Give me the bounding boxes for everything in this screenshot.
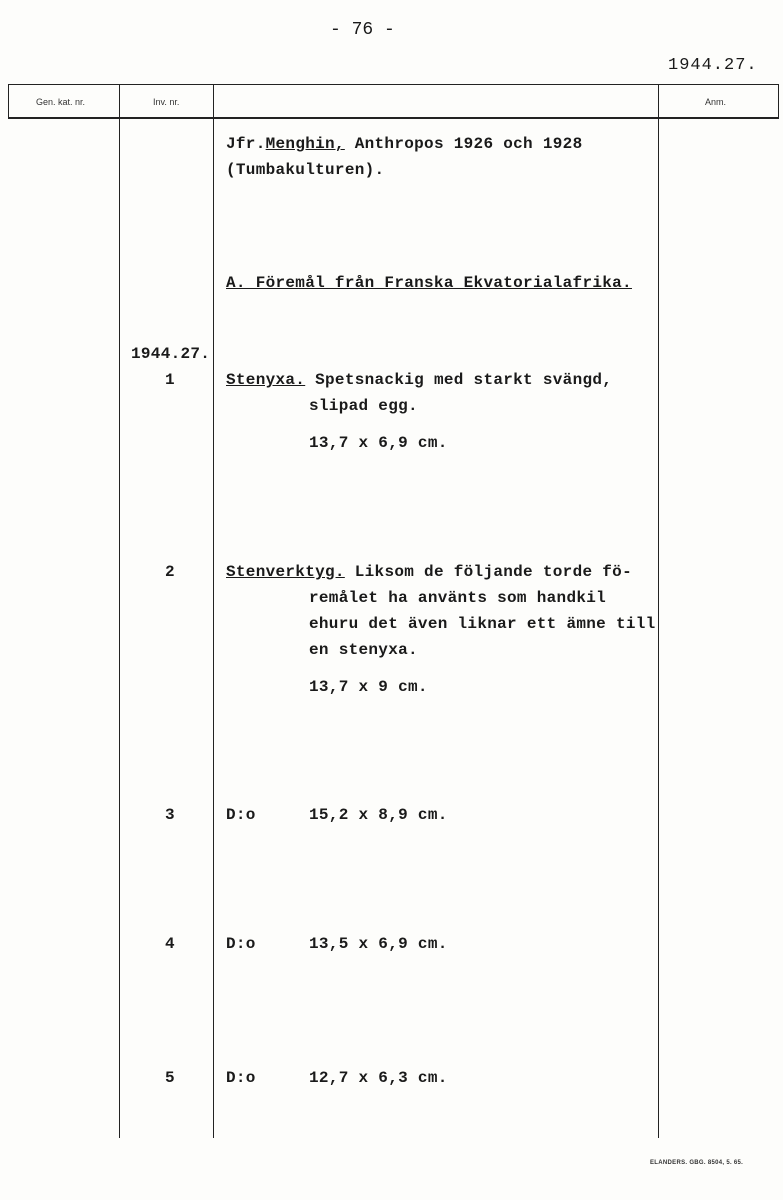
reference-line-2: (Tumbakulturen). — [226, 161, 385, 179]
column-divider-text-anm — [658, 84, 659, 1138]
item-1-desc-2: slipad egg. — [309, 397, 418, 415]
item-2-desc-4: en stenyxa. — [309, 641, 418, 659]
item-5-size: 12,7 x 6,3 cm. — [309, 1069, 448, 1087]
item-1-inv: 1 — [165, 371, 175, 389]
reference-prefix: Jfr. — [226, 135, 266, 153]
item-1-desc-1: Spetsnackig med starkt svängd, — [315, 371, 613, 389]
item-3-size: 15,2 x 8,9 cm. — [309, 806, 448, 824]
header-top-rule — [8, 84, 779, 85]
section-heading: A. Föremål från Franska Ekvatorialafrika. — [226, 274, 632, 292]
item-2-inv: 2 — [165, 563, 175, 581]
item-2-desc-3: ehuru det även liknar ett ämne till — [309, 615, 656, 633]
column-divider-gen-inv — [119, 84, 120, 1138]
item-1-line-1 — [226, 371, 612, 389]
left-border — [8, 84, 9, 118]
item-2-line-1 — [226, 563, 632, 581]
item-2-size: 13,7 x 9 cm. — [309, 678, 428, 696]
printer-imprint: ELANDERS. GBG. 8504, 5. 65. — [650, 1160, 744, 1166]
reference-author: Menghin, — [265, 135, 345, 153]
item-1-size: 13,7 x 6,9 cm. — [309, 434, 448, 452]
column-divider-inv-text — [213, 84, 214, 1138]
item-4-name: D:o — [226, 935, 256, 953]
header-bottom-rule — [8, 117, 779, 119]
column-header-gen-kat: Gen. kat. nr. — [36, 97, 86, 107]
item-2-name: Stenverktyg. — [226, 563, 345, 581]
item-5-inv: 5 — [165, 1069, 175, 1087]
column-header-anm: Anm. — [705, 97, 727, 107]
item-5-name: D:o — [226, 1069, 256, 1087]
page-number: - 76 - — [330, 20, 395, 40]
reference-line-1 — [226, 135, 582, 153]
reference-rest: Anthropos 1926 och 1928 — [344, 135, 583, 153]
item-4-inv: 4 — [165, 935, 175, 953]
item-1-name: Stenyxa. — [226, 371, 306, 389]
item-4-size: 13,5 x 6,9 cm. — [309, 935, 448, 953]
catalog-year: 1944.27. — [668, 56, 758, 75]
item-3-name: D:o — [226, 806, 256, 824]
item-2-desc-1: Liksom de följande torde fö- — [354, 563, 632, 581]
collection-number: 1944.27. — [131, 345, 211, 363]
right-border — [778, 84, 779, 118]
column-header-inv: Inv. nr. — [153, 97, 180, 107]
item-3-inv: 3 — [165, 806, 175, 824]
item-2-desc-2: remålet ha använts som handkil — [309, 589, 607, 607]
